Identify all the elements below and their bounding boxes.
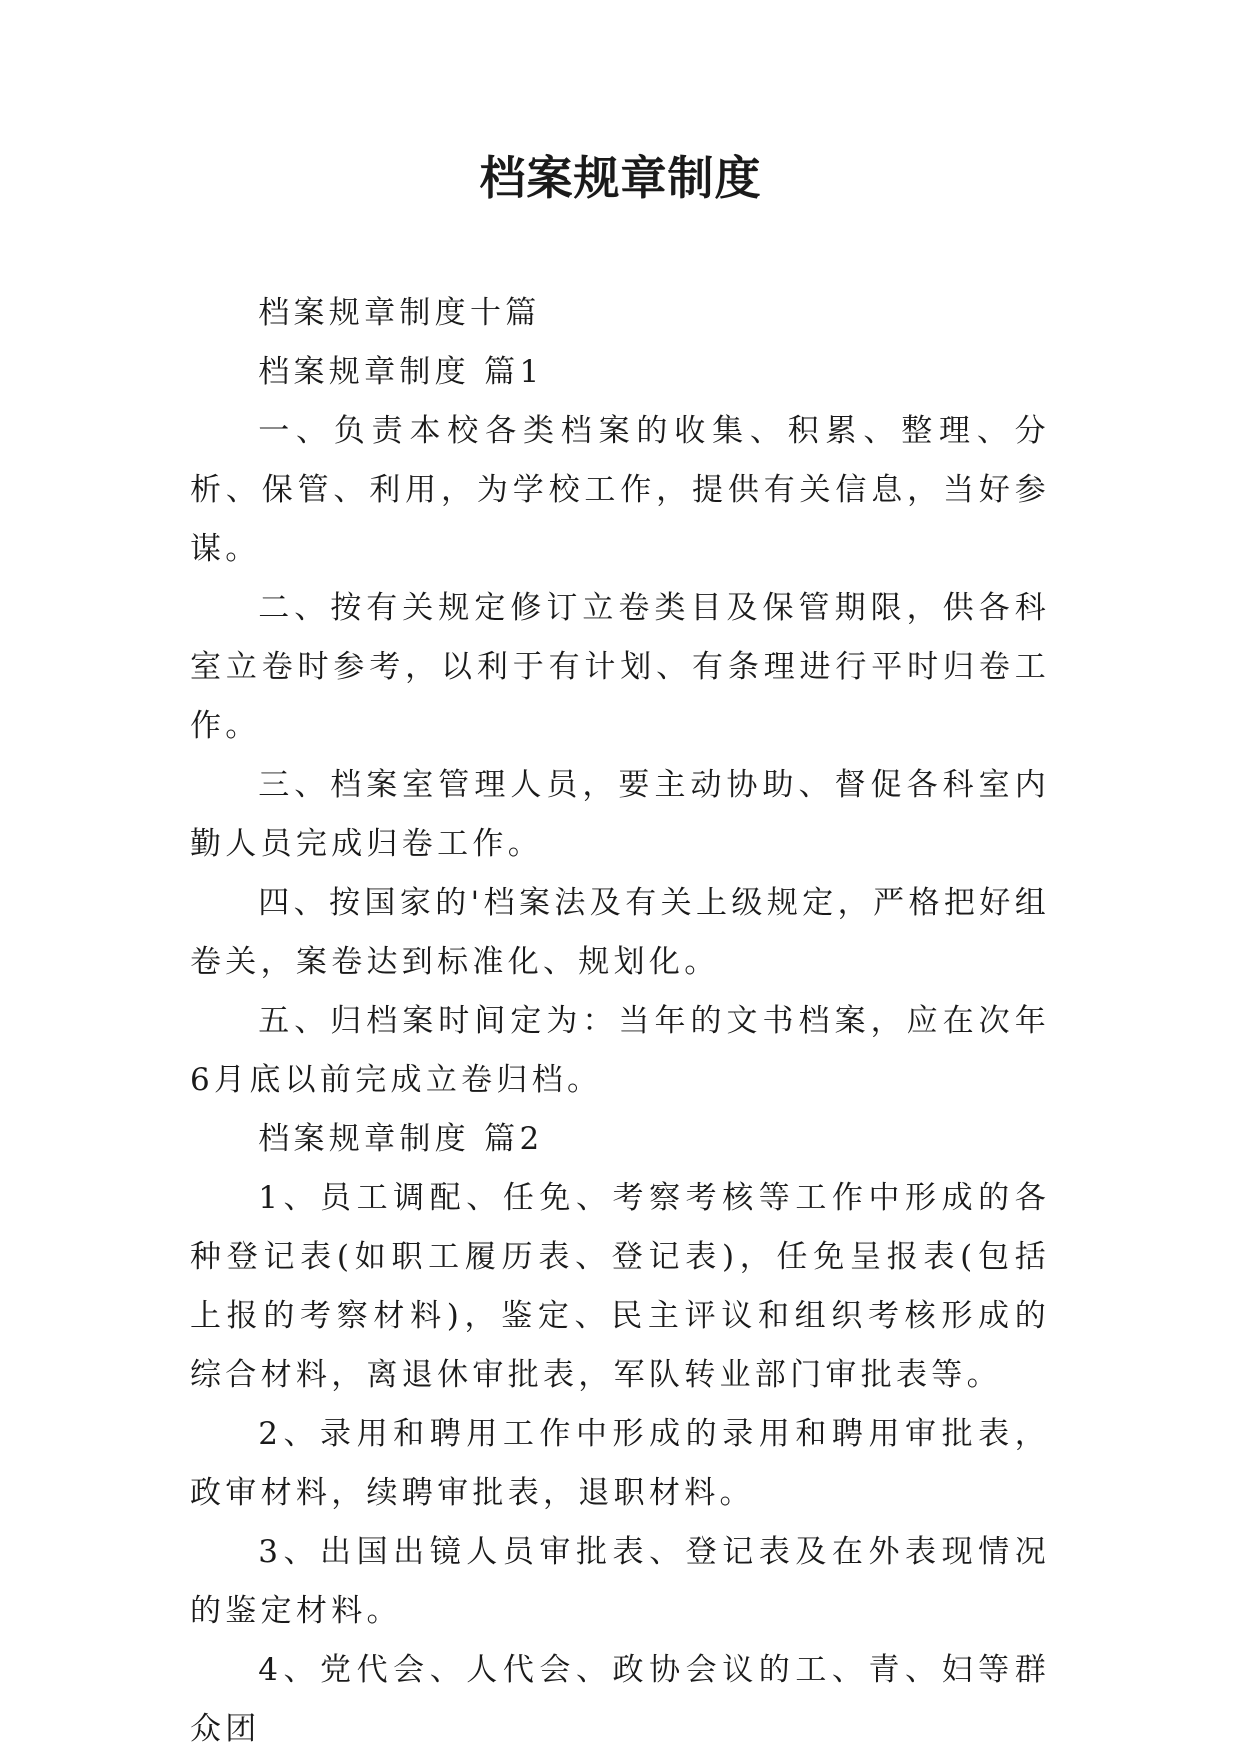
section-heading-1: 档案规章制度 篇1 <box>258 354 544 390</box>
document-body <box>190 284 1050 1759</box>
document-title: 档案规章制度 <box>479 151 762 205</box>
paragraph: 五、归档案时间定为：当年的文书档案，应在次年6月底以前完成立卷归档。 <box>190 1003 1050 1098</box>
paragraph: 4、党代会、人代会、政协会议的工、青、妇等群众团 <box>190 1652 1050 1747</box>
paragraph: 3、出国出镜人员审批表、登记表及在外表现情况的鉴定材料。 <box>190 1534 1050 1629</box>
paragraph: 2、录用和聘用工作中形成的录用和聘用审批表，政审材料，续聘审批表，退职材料。 <box>190 1416 1050 1511</box>
paragraph: 四、按国家的'档案法及有关上级规定，严格把好组卷关，案卷达到标准化、规划化。 <box>190 885 1050 980</box>
subtitle-paragraph: 档案规章制度十篇 <box>258 295 541 331</box>
paragraph: 二、按有关规定修订立卷类目及保管期限，供各科室立卷时参考，以利于有计划、有条理进行平时归卷工作。 <box>190 590 1050 744</box>
paragraph: 三、档案室管理人员，要主动协助、督促各科室内勤人员完成归卷工作。 <box>190 767 1050 862</box>
paragraph: 1、员工调配、任免、考察考核等工作中形成的各种登记表(如职工履历表、登记表)，任免呈报表(包括上报的考察材料)，鉴定、民主评议和组织考核形成的综合材料，离退休审批表，军队转业部门审批表等。 <box>190 1180 1050 1393</box>
paragraph: 一、负责本校各类档案的收集、积累、整理、分析、保管、利用，为学校工作，提供有关信息，当好参谋。 <box>190 413 1050 567</box>
section-heading-2: 档案规章制度 篇2 <box>258 1121 544 1157</box>
